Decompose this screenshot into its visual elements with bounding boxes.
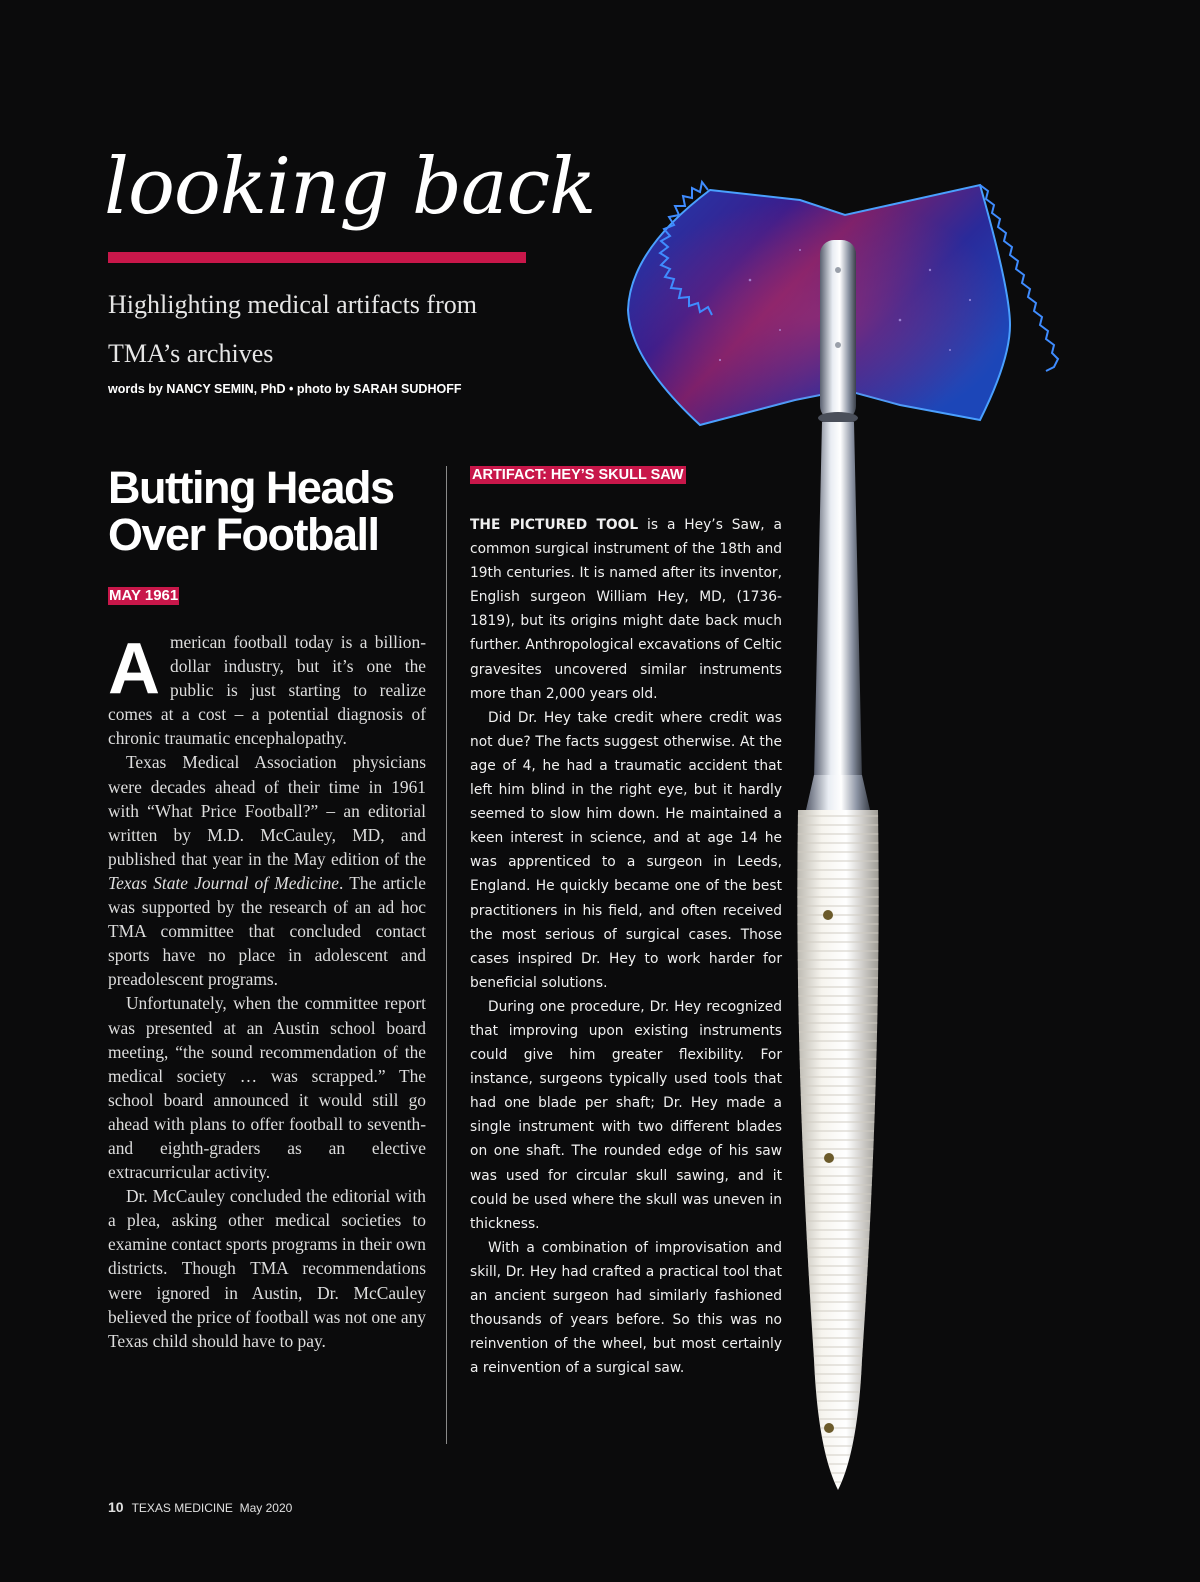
paragraph-text: . The article was supported by the research of an ad hoc TMA committee that concluded contact sports have no place in adolescent and preadolescent programs. — [108, 872, 426, 990]
article-paragraph: Unfortunately, when the committee report was presented at an Austin school board meeting, “the sound recommendation of the medical society … was scrapped.” The school board announced it would still go ahead with plans to offer football to seventh- and eighth-graders as an elective extracurricular activity. — [108, 993, 426, 1183]
journal-title: Texas State Journal of Medicine — [108, 872, 340, 893]
issue-date: May 2020 — [239, 1501, 293, 1515]
sidebar-paragraph: During one procedure, Dr. Hey recognized that improving upon existing instruments could give him greater flexibility. For instance, surgeons typically used tools that had one blade per shaft; Dr. Hey made a single instrument with two different blades on one shaft. The rounded edge of his saw was used for circular skull sawing, and it could be used where the skull was uneven in thickness. — [470, 998, 782, 1232]
lead-in: THE PICTURED TOOL — [470, 517, 639, 533]
page-footer — [108, 1499, 292, 1515]
byline: words by NANCY SEMIN, PhD • photo by SARAH SUDHOFF — [108, 382, 462, 396]
sidebar-paragraph: With a combination of improvisation and skill, Dr. Hey had crafted a practical tool that an ancient surgeon had similarly fashioned thousands of years before. So this was no reinvention of the wheel, but most certainly a reinvention of a surgical saw. — [470, 1239, 782, 1377]
sidebar-body — [470, 513, 782, 1380]
paragraph-text: Texas Medical Association physicians were decades ahead of their time in 1961 with “What Price Football?” – an editorial written by M.D. McCauley, MD, and published that year in the May edition of the — [108, 752, 426, 869]
sidebar-paragraph — [470, 513, 782, 706]
article-paragraph: Dr. McCauley concluded the editorial with a plea, asking other medical societies to examine contact sports programs in their own districts. Though TMA recommendations were ignored in Austin, Dr. McCauley believed the price of football was not one any Texas child should have to pay. — [108, 1186, 426, 1351]
paragraph-text: is a Hey’s Saw, a common surgical instrument of the 18th and 19th centuries. It is named after its inventor, English surgeon William Hey, MD, (1736-1819), but its origins might date back much further. Anthropological excavations of Celtic gravesites uncovered similar instruments more than 2,000 years old. — [470, 517, 782, 702]
section-title: looking back — [104, 142, 596, 232]
publication-name: TEXAS MEDICINE — [131, 1501, 233, 1515]
section-subtitle: Highlighting medical artifacts from TMA’s archives — [108, 290, 477, 368]
article-paragraph — [108, 750, 426, 991]
sidebar-paragraph: Did Dr. Hey take credit where credit was not due? The facts suggest otherwise. At the age of 4, he had a traumatic accident that left him blind in the right eye, but it hardly seemed to slow him down. He maintained a keen interest in science, and at age 14 he was apprenticed to a surgeon in Leeds, England. He quickly became one of the best practitioners in his field, and often received the most serious of surgical cases. Those cases inspired Dr. Hey to work harder for beneficial solutions. — [470, 709, 782, 991]
paragraph-text: merican football today is a billion-dollar industry, but it’s one the public is just starting to realize comes at a cost – a potential diagnosis of chronic traumatic encephalopathy. — [108, 632, 426, 749]
article-body — [108, 630, 426, 1353]
title-rule — [108, 252, 526, 263]
article-headline: Butting Heads Over Football — [108, 462, 394, 560]
column-divider — [446, 466, 447, 1444]
artifact-tag: ARTIFACT: HEY’S SKULL SAW — [472, 467, 684, 483]
date-tag: MAY 1961 — [109, 587, 179, 604]
page-number: 10 — [108, 1499, 124, 1515]
drop-cap: A — [108, 629, 160, 709]
article-paragraph — [108, 630, 426, 750]
